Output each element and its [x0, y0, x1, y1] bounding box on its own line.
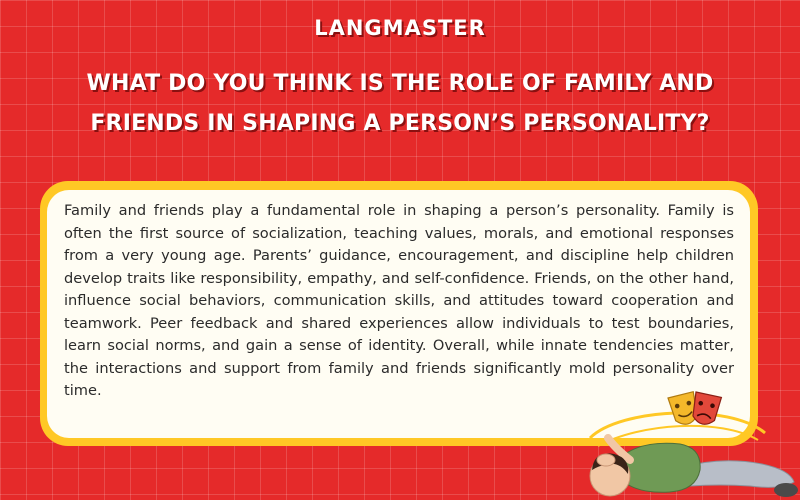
answer-text: Family and friends play a fundamental role in shaping a person’s personality. Family is often the first source of socialization, teaching values, morals, and emotional responses from a very young age. Parents’ guidance, encouragement, and discipline help children develop traits like responsibility, empathy, and self-confidence. Friends, on the other hand, influence social behaviors, communication skills, and attitudes toward cooperation and teamwork. Peer feedback and shared experiences allow individuals to test boundaries, learn social norms, and gain a sense of identity. Overall, while innate tendencies matter, the interactions and support from family and friends significantly mold personality over time. [64, 202, 734, 399]
brand-logo: LANGMASTER [314, 16, 486, 40]
person-lying-with-theater-masks-icon [580, 378, 800, 500]
page-title: WHAT DO YOU THINK IS THE ROLE OF FAMILY AND FRIENDS IN SHAPING A PERSON’S PERSONALITY? [86, 71, 714, 136]
